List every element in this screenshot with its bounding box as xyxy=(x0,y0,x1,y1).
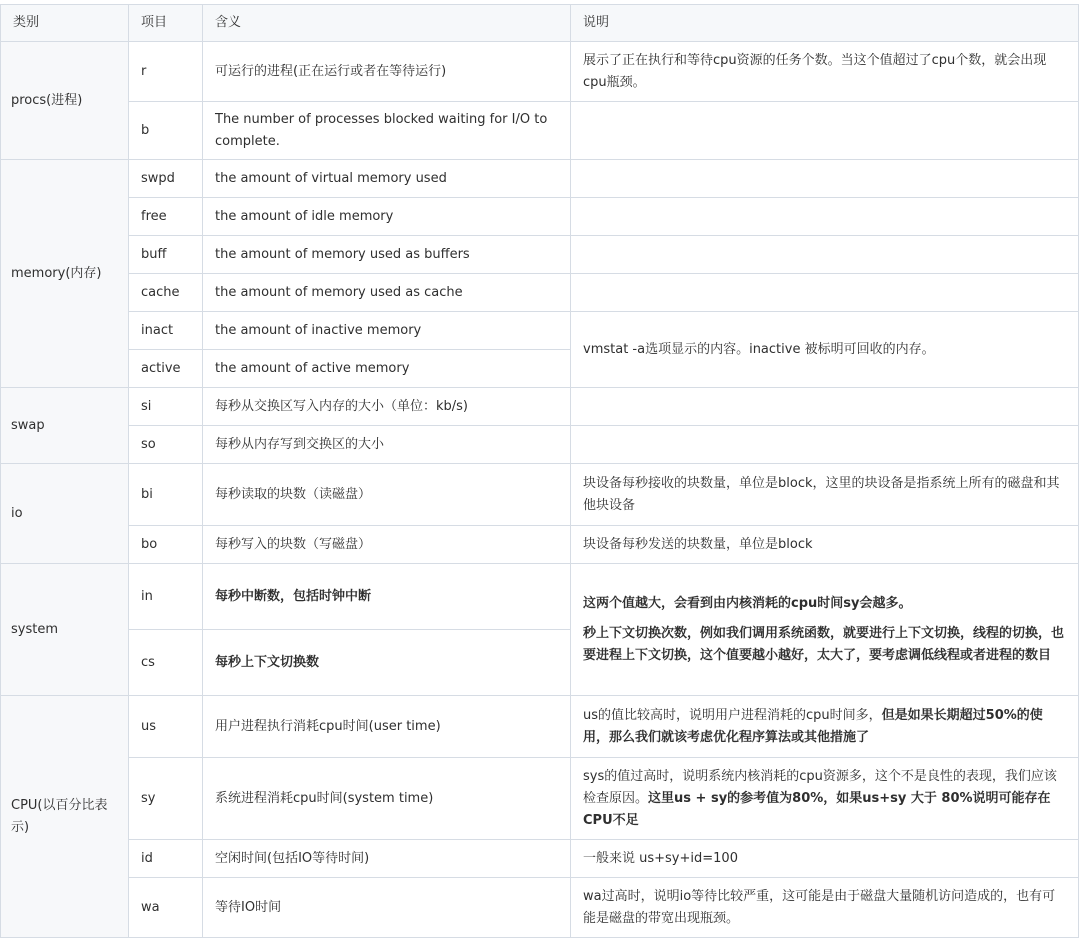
vmstat-fields-table xyxy=(0,4,1079,938)
table-row-free xyxy=(1,198,1079,236)
description-inact-active: vmstat -a选项显示的内容。inactive 被标明可回收的内存。 xyxy=(571,312,1079,388)
description-wa: wa过高时，说明io等待比较严重，这可能是由于磁盘大量随机访问造成的，也有可能是磁盘的带宽出现瓶颈。 xyxy=(571,878,1079,938)
meaning-bi: 每秒读取的块数（读磁盘） xyxy=(203,464,571,526)
meaning-us: 用户进程执行消耗cpu时间(user time) xyxy=(203,696,571,758)
table-row-bo xyxy=(1,526,1079,564)
item-id: id xyxy=(129,840,203,878)
description-id: 一般来说 us+sy+id=100 xyxy=(571,840,1079,878)
header-description: 说明 xyxy=(571,5,1079,42)
category-io: io xyxy=(1,464,129,564)
table-row-wa xyxy=(1,878,1079,938)
item-b: b xyxy=(129,102,203,160)
item-sy: sy xyxy=(129,758,203,840)
category-memory: memory(内存) xyxy=(1,160,129,388)
item-bo: bo xyxy=(129,526,203,564)
description-cache xyxy=(571,274,1079,312)
table-row-us xyxy=(1,696,1079,758)
item-active: active xyxy=(129,350,203,388)
item-bi: bi xyxy=(129,464,203,526)
item-swpd: swpd xyxy=(129,160,203,198)
meaning-in: 每秒中断数，包括时钟中断 xyxy=(203,564,571,630)
description-free xyxy=(571,198,1079,236)
category-system: system xyxy=(1,564,129,696)
meaning-active: the amount of active memory xyxy=(203,350,571,388)
category-cpu: CPU(以百分比表示) xyxy=(1,696,129,938)
table-row-si xyxy=(1,388,1079,426)
description-buff xyxy=(571,236,1079,274)
header-category: 类别 xyxy=(1,5,129,42)
meaning-cache: the amount of memory used as cache xyxy=(203,274,571,312)
table-row-so xyxy=(1,426,1079,464)
table-row-inact xyxy=(1,312,1079,350)
item-wa: wa xyxy=(129,878,203,938)
item-si: si xyxy=(129,388,203,426)
item-free: free xyxy=(129,198,203,236)
header-meaning: 含义 xyxy=(203,5,571,42)
category-swap: swap xyxy=(1,388,129,464)
table-row-cache xyxy=(1,274,1079,312)
description-si xyxy=(571,388,1079,426)
item-cs: cs xyxy=(129,630,203,696)
meaning-r: 可运行的进程(正在运行或者在等待运行) xyxy=(203,42,571,102)
header-item: 项目 xyxy=(129,5,203,42)
description-bi: 块设备每秒接收的块数量，单位是block，这里的块设备是指系统上所有的磁盘和其他块设备 xyxy=(571,464,1079,526)
description-us-plain: us的值比较高时，说明用户进程消耗的cpu时间多， xyxy=(583,707,882,723)
meaning-id: 空闲时间(包括IO等待时间) xyxy=(203,840,571,878)
table-row-buff xyxy=(1,236,1079,274)
header-row xyxy=(1,5,1079,42)
meaning-so: 每秒从内存写到交换区的大小 xyxy=(203,426,571,464)
meaning-inact: the amount of inactive memory xyxy=(203,312,571,350)
description-sy-plain: sys的值过高时，说明系统内核消耗的cpu资源多，这个不是良性的表现，我们应该检查原因。 xyxy=(583,768,1057,806)
meaning-b: The number of processes blocked waiting for I/O to complete. xyxy=(203,102,571,160)
description-sy xyxy=(571,758,1079,840)
item-us: us xyxy=(129,696,203,758)
table-row-swpd xyxy=(1,160,1079,198)
meaning-sy: 系统进程消耗cpu时间(system time) xyxy=(203,758,571,840)
description-sy-bold: 这里us + sy的参考值为80%，如果us+sy 大于 80%说明可能存在CPU不足 xyxy=(583,790,1051,828)
item-buff: buff xyxy=(129,236,203,274)
description-us-bold: 但是如果长期超过50%的使用，那么我们就该考虑优化程序算法或其他措施了 xyxy=(583,707,1043,745)
item-inact: inact xyxy=(129,312,203,350)
table-row-id xyxy=(1,840,1079,878)
description-in-cs-line-2: 秒上下文切换次数，例如我们调用系统函数，就要进行上下文切换，线程的切换，也要进程上下文切换，这个值要越小越好，太大了，要考虑调低线程或者进程的数目 xyxy=(583,625,1065,663)
category-procs: procs(进程) xyxy=(1,42,129,160)
description-bo: 块设备每秒发送的块数量，单位是block xyxy=(571,526,1079,564)
description-in-cs-line-1: 这两个值越大，会看到由内核消耗的cpu时间sy会越多。 xyxy=(583,595,912,611)
table-row-sy xyxy=(1,758,1079,840)
meaning-si: 每秒从交换区写入内存的大小（单位：kb/s) xyxy=(203,388,571,426)
description-in-cs xyxy=(571,564,1079,696)
item-so: so xyxy=(129,426,203,464)
description-so xyxy=(571,426,1079,464)
table-row-in xyxy=(1,564,1079,630)
description-us xyxy=(571,696,1079,758)
meaning-swpd: the amount of virtual memory used xyxy=(203,160,571,198)
meaning-bo: 每秒写入的块数（写磁盘） xyxy=(203,526,571,564)
description-swpd xyxy=(571,160,1079,198)
meaning-free: the amount of idle memory xyxy=(203,198,571,236)
item-in: in xyxy=(129,564,203,630)
item-r: r xyxy=(129,42,203,102)
table-row-r xyxy=(1,42,1079,102)
table-row-b xyxy=(1,102,1079,160)
description-b xyxy=(571,102,1079,160)
description-r: 展示了正在执行和等待cpu资源的任务个数。当这个值超过了cpu个数，就会出现cpu瓶颈。 xyxy=(571,42,1079,102)
meaning-wa: 等待IO时间 xyxy=(203,878,571,938)
meaning-buff: the amount of memory used as buffers xyxy=(203,236,571,274)
meaning-cs: 每秒上下文切换数 xyxy=(203,630,571,696)
item-cache: cache xyxy=(129,274,203,312)
table-row-bi xyxy=(1,464,1079,526)
